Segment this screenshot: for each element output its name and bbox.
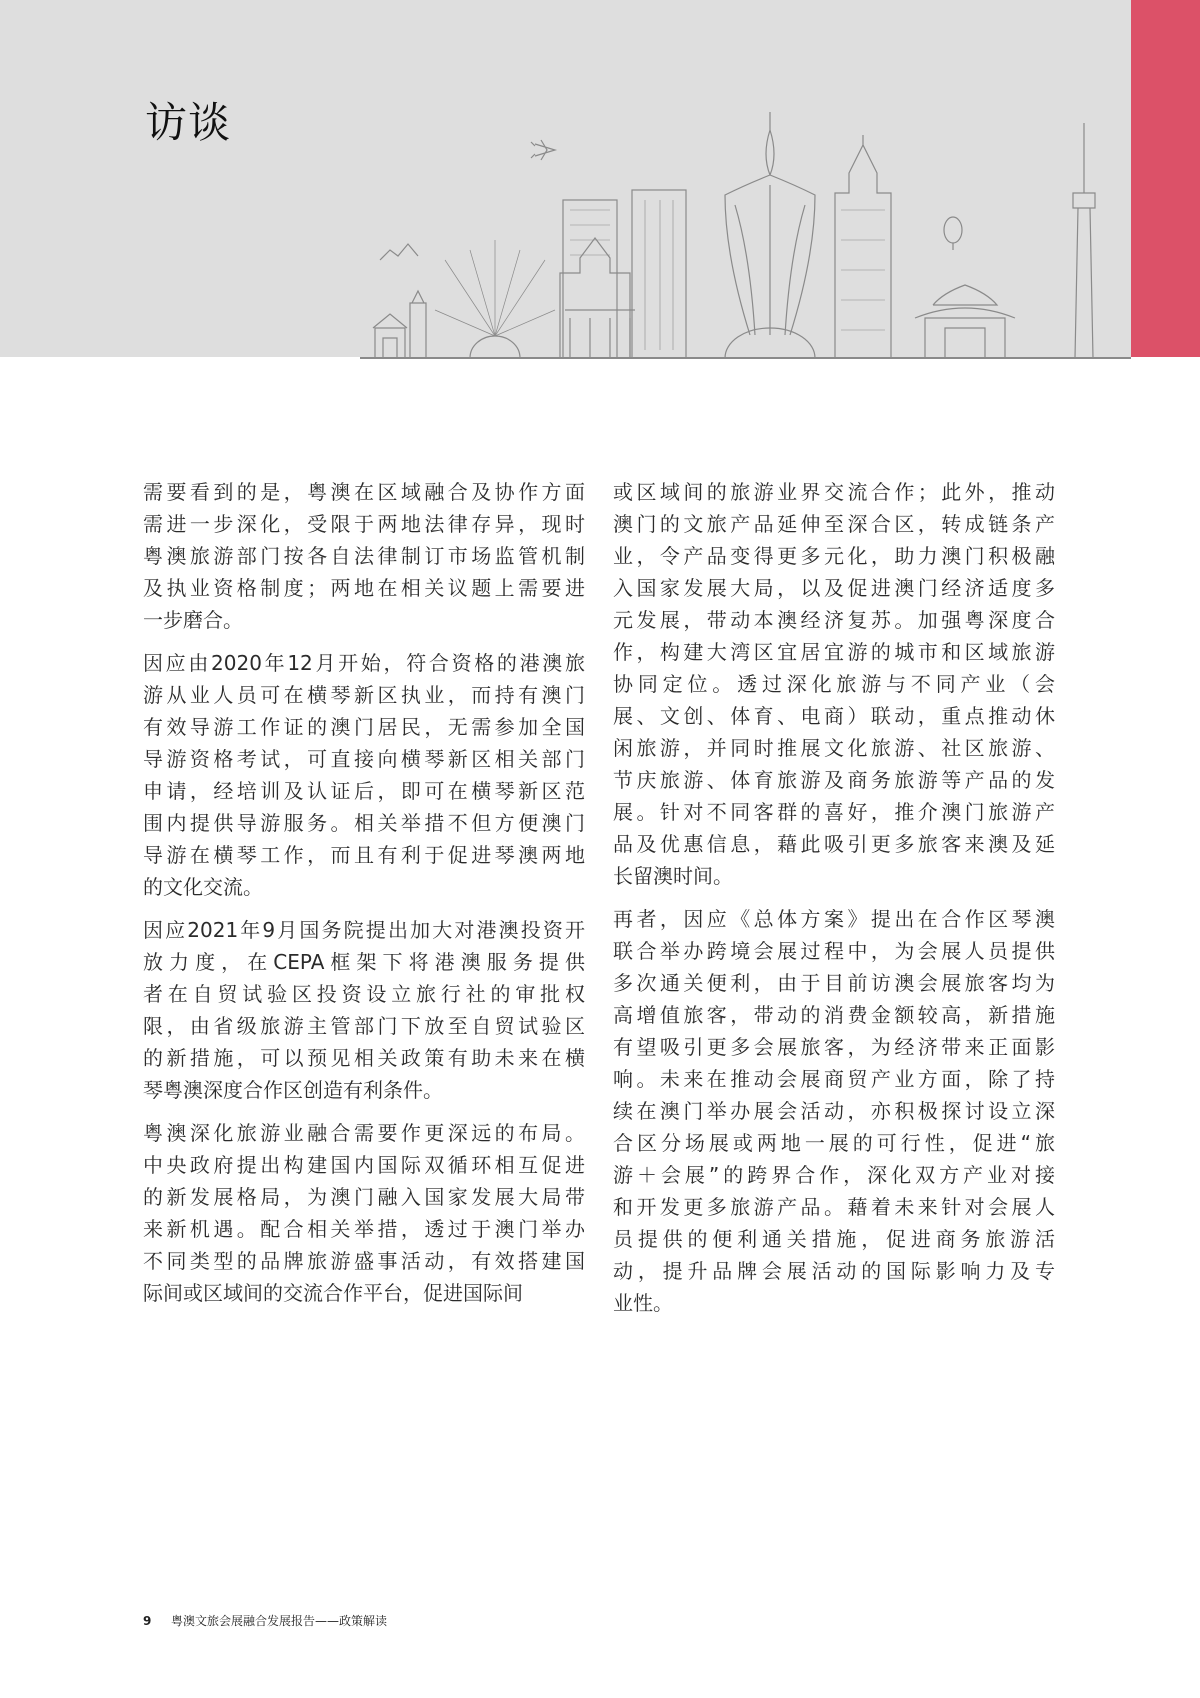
text-line: 需进一步深化，受限于两地法律存异，现时 xyxy=(143,512,585,536)
text-line: 续在澳门举办展会活动，亦积极探讨设立深 xyxy=(613,1099,1055,1123)
left-column xyxy=(143,476,585,1320)
right-column xyxy=(613,476,1055,1330)
text-line: 因应2021年9月国务院提出加大对港澳投资开 xyxy=(143,918,585,942)
text-line: 员提供的便利通关措施，促进商务旅游活 xyxy=(613,1227,1055,1251)
macau-skyline-illustration xyxy=(355,110,1131,360)
accent-bar xyxy=(1131,0,1200,357)
text-line: 围内提供导游服务。相关举措不但方便澳门 xyxy=(143,811,585,835)
paragraph xyxy=(613,476,1055,892)
text-line: 响。未来在推动会展商贸产业方面，除了持 xyxy=(613,1067,1055,1091)
text-line: 来新机遇。配合相关举措，透过于澳门举办 xyxy=(143,1217,585,1241)
text-line: 协同定位。透过深化旅游与不同产业（会 xyxy=(613,672,1055,696)
text-line: 者在自贸试验区投资设立旅行社的审批权 xyxy=(143,982,585,1006)
page-number: 9 xyxy=(143,1614,152,1628)
text-line: 长留澳时间。 xyxy=(613,864,733,888)
text-line: 展、文创、体育、电商）联动，重点推动休 xyxy=(613,704,1055,728)
text-line: 因应由2020年12月开始，符合资格的港澳旅 xyxy=(143,651,585,675)
text-line: 申请，经培训及认证后，即可在横琴新区范 xyxy=(143,779,585,803)
text-line: 动，提升品牌会展活动的国际影响力及专 xyxy=(613,1259,1055,1283)
text-line: 有效导游工作证的澳门居民，无需参加全国 xyxy=(143,715,585,739)
paragraph xyxy=(143,1117,585,1309)
text-line: 导游在横琴工作，而且有利于促进琴澳两地 xyxy=(143,843,585,867)
text-line: 游＋会展”的跨界合作，深化双方产业对接 xyxy=(613,1163,1055,1187)
text-line: 合区分场展或两地一展的可行性，促进“旅 xyxy=(613,1131,1055,1155)
text-line: 联合举办跨境会展过程中，为会展人员提供 xyxy=(613,939,1055,963)
text-line: 不同类型的品牌旅游盛事活动，有效搭建国 xyxy=(143,1249,585,1273)
text-line: 节庆旅游、体育旅游及商务旅游等产品的发 xyxy=(613,768,1055,792)
text-line: 际间或区域间的交流合作平台，促进国际间 xyxy=(143,1281,523,1305)
text-line: 粤澳深化旅游业融合需要作更深远的布局。 xyxy=(143,1121,585,1145)
text-line: 入国家发展大局，以及促进澳门经济适度多 xyxy=(613,576,1055,600)
text-line: 多次通关便利，由于目前访澳会展旅客均为 xyxy=(613,971,1055,995)
text-line: 元发展，带动本澳经济复苏。加强粤深度合 xyxy=(613,608,1055,632)
text-line: 展。针对不同客群的喜好，推介澳门旅游产 xyxy=(613,800,1055,824)
text-line: 粤澳旅游部门按各自法律制订市场监管机制 xyxy=(143,544,585,568)
header-banner xyxy=(0,0,1131,357)
text-line: 澳门的文旅产品延伸至深合区，转成链条产 xyxy=(613,512,1055,536)
text-line: 及执业资格制度；两地在相关议题上需要进 xyxy=(143,576,585,600)
text-line: 闲旅游，并同时推展文化旅游、社区旅游、 xyxy=(613,736,1055,760)
text-line: 导游资格考试，可直接向横琴新区相关部门 xyxy=(143,747,585,771)
text-line: 或区域间的旅游业界交流合作；此外，推动 xyxy=(613,480,1055,504)
text-line: 有望吸引更多会展旅客，为经济带来正面影 xyxy=(613,1035,1055,1059)
section-title: 访谈 xyxy=(145,98,232,147)
text-line: 琴粤澳深度合作区创造有利条件。 xyxy=(143,1078,443,1102)
paragraph xyxy=(613,903,1055,1319)
text-line: 业性。 xyxy=(613,1291,673,1315)
text-line: 游从业人员可在横琴新区执业，而持有澳门 xyxy=(143,683,585,707)
page-footer xyxy=(143,1612,387,1629)
text-line: 一步磨合。 xyxy=(143,608,243,632)
text-line: 放力度，在CEPA框架下将港澳服务提供 xyxy=(143,950,585,974)
text-line: 和开发更多旅游产品。藉着未来针对会展人 xyxy=(613,1195,1055,1219)
text-line: 作，构建大湾区宜居宜游的城市和区域旅游 xyxy=(613,640,1055,664)
text-line: 中央政府提出构建国内国际双循环相互促进 xyxy=(143,1153,585,1177)
text-line: 高增值旅客，带动的消费金额较高，新措施 xyxy=(613,1003,1055,1027)
text-line: 的文化交流。 xyxy=(143,875,263,899)
paragraph xyxy=(143,476,585,636)
report-title: 粤澳文旅会展融合发展报告——政策解读 xyxy=(171,1614,388,1628)
text-line: 业，令产品变得更多元化，助力澳门积极融 xyxy=(613,544,1055,568)
paragraph xyxy=(143,647,585,903)
text-line: 的新措施，可以预见相关政策有助未来在横 xyxy=(143,1046,585,1070)
text-line: 再者，因应《总体方案》提出在合作区琴澳 xyxy=(613,907,1055,931)
text-line: 品及优惠信息，藉此吸引更多旅客来澳及延 xyxy=(613,832,1055,856)
text-line: 的新发展格局，为澳门融入国家发展大局带 xyxy=(143,1185,585,1209)
paragraph xyxy=(143,914,585,1106)
text-line: 需要看到的是，粤澳在区域融合及协作方面 xyxy=(143,480,585,504)
text-line: 限，由省级旅游主管部门下放至自贸试验区 xyxy=(143,1014,585,1038)
